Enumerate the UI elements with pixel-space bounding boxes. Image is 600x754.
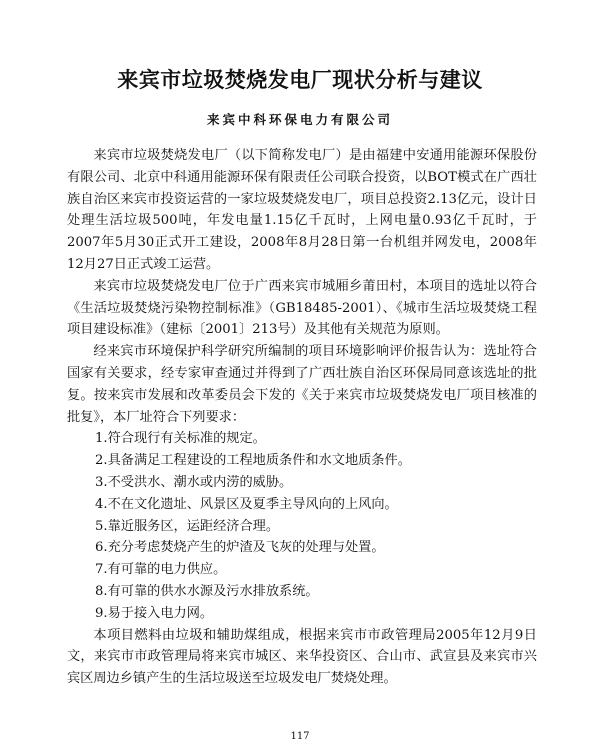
list-item: 6.充分考虑焚烧产生的炉渣及飞灰的处理与处置。	[95, 540, 385, 556]
list-item: 2.具备满足工程建设的工程地质条件和水文地质条件。	[95, 453, 411, 469]
paragraph: 本项目燃料由垃圾和辅助煤组成，根据来宾市市政管理局2005年12月9日文，来宾市市政管理局将来宾市城区、来华投资区、合山市、武宣县及来宾市兴宾区周边乡镇产生的生活垃圾送至垃圾发电厂焚烧处理。	[67, 627, 537, 687]
list-item: 7.有可靠的电力供应。	[95, 562, 227, 578]
list-item: 9.易于接入电力网。	[95, 605, 214, 621]
paragraph: 来宾市垃圾焚烧发电厂位于广西来宾市城厢乡莆田村，本项目的选址以符合《生活垃圾焚烧污染物控制标准》（GB18485-2001）、《城市生活垃圾焚烧工程项目建设标准》（建标〔2001〕213号）及其他有关规范为原则。	[67, 278, 537, 338]
list-item: 1.符合现行有关标准的规定。	[95, 431, 266, 447]
author-line: 来宾中科环保电力有限公司	[206, 112, 393, 127]
list-item: 8.有可靠的供水水源及污水排放系统。	[95, 583, 319, 599]
list-item: 4.不在文化遗址、风景区及夏季主导风向的上风向。	[95, 496, 398, 512]
page-number: 117	[290, 731, 310, 742]
list-item: 5.靠近服务区，运距经济合理。	[95, 518, 280, 534]
paragraph: 经来宾市环境保护科学研究所编制的项目环境影响评价报告认为：选址符合国家有关要求，经专家审查通过并得到了广西壮族自治区环保局同意该选址的批复。按来宾市发展和改革委员会下发的《关于来宾市垃圾焚烧发电厂项目核准的批复》，本厂址符合下列要求：	[67, 344, 537, 425]
requirements-list	[67, 428, 537, 624]
document-title: 来宾市垃圾焚烧发电厂现状分析与建议	[117, 68, 483, 92]
paragraph: 来宾市垃圾焚烧发电厂（以下简称发电厂）是由福建中安通用能源环保股份有限公司、北京中科通用能源环保有限责任公司联合投资，以BOT模式在广西壮族自治区来宾市投资运营的一家垃圾焚烧发电厂，项目总投资2.13亿元，设计日处理生活垃圾500吨，年发电量1.15亿千瓦时，上网电量0.93亿千瓦时，于2007年5月30正式开工建设，2008年8月28日第一台机组并网发电，2008年12月27日正式竣工运营。	[67, 148, 537, 272]
list-item: 3.不受洪水、潮水或内涝的威胁。	[95, 474, 293, 490]
document-body	[67, 145, 537, 690]
